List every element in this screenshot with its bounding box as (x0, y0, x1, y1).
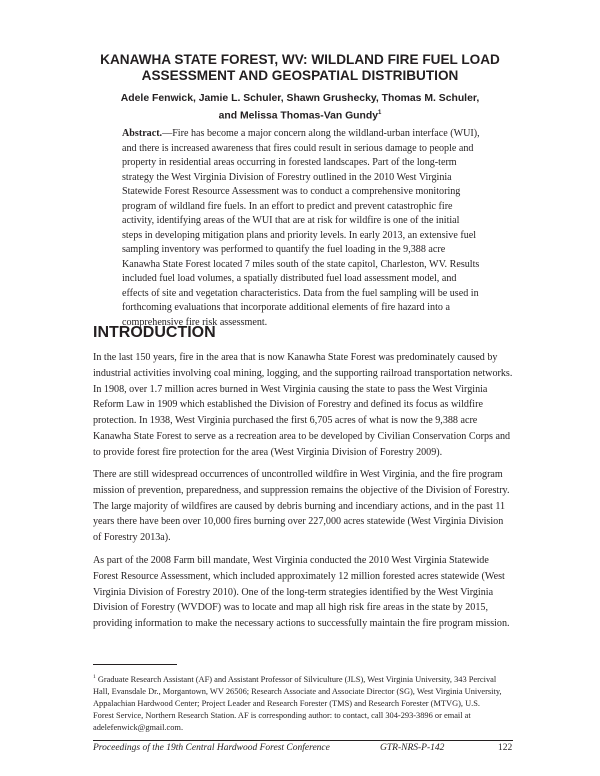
intro-paragraph-2: There are still widespread occurrences of uncontrolled wildfire in West Virginia, and the fire program mission of prevention, preparedness, and suppression remains the objective of the Division of Forestry. The large majority of wildfires are caused by debris burning and incendiary actions, and in the past 11 years there have been over 10,000 fires burning over 227,000 acres statewide (West Virginia Division of Forestry 2013a). (93, 469, 510, 544)
footnote-text: Graduate Research Assistant (AF) and Assistant Professor of Silviculture (JLS), West Virginia University, 343 Percival Hall, Evansdale Dr., Morgantown, WV 26506; Research Associate and Associate Director (SG), West Virginia University, Appalachian Hardwood Center; Project Leader and Research Forester (TMS) and Research Forester (MTVG), U.S. Forest Service, Northern Research Station. AF is corresponding author: to contact, call 304-293-3896 or email at adelefenwick@gmail.com. (93, 674, 502, 733)
authors-line-2 (100, 106, 500, 123)
author-footnote-marker: 1 (378, 110, 382, 116)
footer-divider (93, 740, 513, 741)
intro-paragraph-1: In the last 150 years, fire in the area that is now Kanawha State Forest was predominately caused by industrial activities involving coal mining, logging, and the supporting railroad transportation networks. In 1908, over 1.7 million acres burned in West Virginia causing the state to pass the West Virginia Reform Law in 1909 which established the Division of Forestry and defined its focus as wildfire protection. In 1938, West Virginia purchased the first 6,705 acres of what is now the 9,388 acre Kanawha State Forest to serve as a recreation area to be developed by Civilian Conservation Corps and to provide forest fire protection for the area (West Virginia Division of Forestry 2009). (93, 352, 513, 458)
footnote (93, 671, 503, 734)
footnote-divider (93, 664, 177, 665)
title-line-1: KANAWHA STATE FOREST, WV: WILDLAND FIRE FUEL LOAD (100, 52, 500, 67)
abstract (122, 127, 482, 330)
title-line-2: ASSESSMENT AND GEOSPATIAL DISTRIBUTION (141, 68, 459, 83)
footer-proceedings: Proceedings of the 19th Central Hardwood Forest Conference (93, 743, 330, 753)
abstract-label: Abstract. (122, 128, 163, 139)
author-list (100, 91, 500, 123)
intro-paragraph-3: As part of the 2008 Farm bill mandate, West Virginia conducted the 2010 West Virginia Statewide Forest Resource Assessment, which included approximately 12 million forested acres statewide (West Virginia Division of Forestry 2010). One of the long-term strategies identified by the West Virginia Division of Forestry (WVDOF) was to locate and map all high risk fire areas in the state by 2015, providing information to make the necessary actions to successfully maintain the fire program mission. (93, 555, 510, 630)
paper-title (80, 52, 520, 84)
footer-page-number: 122 (498, 743, 513, 753)
footer-report-id: GTR-NRS-P-142 (380, 743, 445, 753)
section-heading-introduction: INTRODUCTION (93, 324, 216, 341)
authors-line-2-text: and Melissa Thomas-Van Gundy (218, 110, 379, 122)
abstract-text: —Fire has become a major concern along the wildland-urban interface (WUI), and there is increased awareness that fires could result in serious damage to people and property in residential areas occurring in forested landscapes. Part of the long-term strategy the West Virginia Division of Forestry outlined in the 2010 West Virginia Statewide Forest Resource Assessment was to conduct a comprehensive monitoring program of wildland fire fuels. In an effort to predict and prevent catastrophic fire activity, identifying areas of the WUI that are at risk for wildfire is one of the initial steps in developing mitigation plans and priority levels. In early 2013, an extensive fuel sampling inventory was performed to quantify the fuel loading in the 9,388 acre Kanawha State Forest located 7 miles south of the state capitol, Charleston, WV. Results included fuel load volumes, a spatially distributed fuel load assessment model, and effects of site and vegetation characteristics. Data from the fuel sampling will be used in forthcoming evaluations that incorporate additional elements of fire hazard into a comprehensive fire risk assessment. (122, 128, 480, 328)
authors-line-1: Adele Fenwick, Jamie L. Schuler, Shawn Grushecky, Thomas M. Schuler, (120, 93, 480, 104)
footnote-marker: 1 (93, 674, 96, 680)
